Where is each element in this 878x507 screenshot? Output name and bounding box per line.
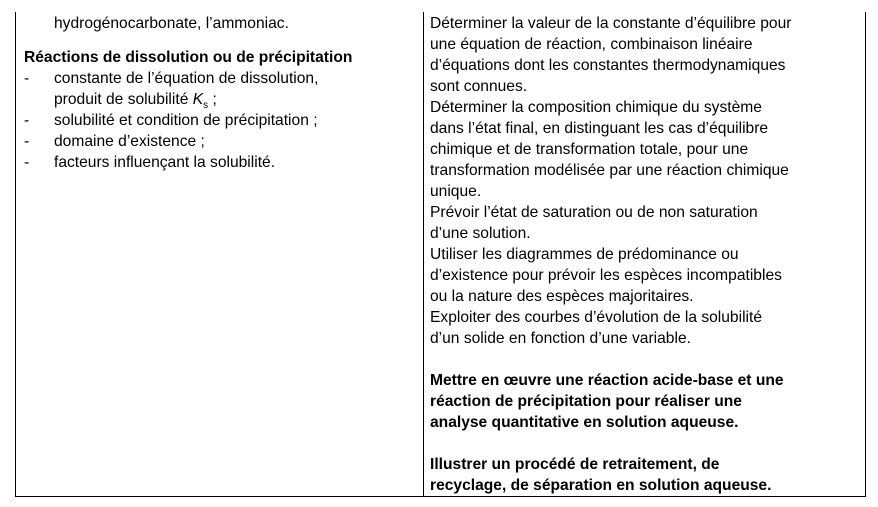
continued-text: hydrogénocarbonate, l’ammoniac. xyxy=(54,15,289,32)
skill-line: une équation de réaction, combinaison linéaire xyxy=(430,36,753,53)
ks-subscript: s xyxy=(203,100,209,112)
bullet-dash: - xyxy=(24,70,30,87)
skill-line: Exploiter des courbes d’évolution de la solubilité xyxy=(430,309,762,326)
list-item xyxy=(24,152,419,173)
practical-skill-line: Illustrer un procédé de retraitement, de xyxy=(430,456,720,473)
bullet-dash: - xyxy=(24,154,30,171)
skill-line: dans l’état final, en distinguant les cas d’équilibre xyxy=(430,120,769,137)
skill-line: transformation modélisée par une réaction chimique xyxy=(430,162,789,179)
list-item-text: domaine d’existence ; xyxy=(54,133,205,150)
list-item xyxy=(24,68,419,110)
practical-skill-line: Mettre en œuvre une réaction acide-base et une xyxy=(430,372,784,389)
skill-line: sont connues. xyxy=(430,78,528,95)
skill-line: ou la nature des espèces majoritaires. xyxy=(430,288,694,305)
bullet-dash: - xyxy=(24,112,30,129)
list-item-text: facteurs influençant la solubilité. xyxy=(54,154,276,171)
ks-symbol: K xyxy=(192,91,204,108)
list-item xyxy=(24,131,419,152)
skill-line: d’un solide en fonction d’une variable. xyxy=(430,330,691,347)
skill-line: Prévoir l’état de saturation ou de non saturation xyxy=(430,204,758,221)
skills-column xyxy=(430,13,862,496)
skill-line: Déterminer la valeur de la constante d’équilibre pour xyxy=(430,15,792,32)
skill-line: unique. xyxy=(430,183,482,200)
knowledge-column xyxy=(24,13,419,173)
section-heading: Réactions de dissolution ou de précipitation xyxy=(24,49,353,66)
practical-skill-line: analyse quantitative en solution aqueuse. xyxy=(430,414,739,431)
skill-line: d’une solution. xyxy=(430,225,531,242)
program-table xyxy=(15,12,866,497)
practical-skill-line: réaction de précipitation pour réaliser une xyxy=(430,393,742,410)
skill-line: d’équations dont les constantes thermodynamiques xyxy=(430,57,786,74)
list-item-text: constante de l’équation de dissolution, xyxy=(54,70,319,87)
skill-line: chimique et de transformation totale, pour une xyxy=(430,141,749,158)
list-item xyxy=(24,110,419,131)
column-divider xyxy=(423,12,424,496)
list-item-text: produit de solubilité $K_s$ ; xyxy=(54,91,217,112)
skill-line: Utiliser les diagrammes de prédominance ou xyxy=(430,246,739,263)
bullet-dash: - xyxy=(24,133,30,150)
skill-line: d’existence pour prévoir les espèces incompatibles xyxy=(430,267,782,284)
skill-line: Déterminer la composition chimique du système xyxy=(430,99,762,116)
practical-skill-line: recyclage, de séparation en solution aqueuse. xyxy=(430,477,772,494)
list-item-text: solubilité et condition de précipitation ; xyxy=(54,112,318,129)
